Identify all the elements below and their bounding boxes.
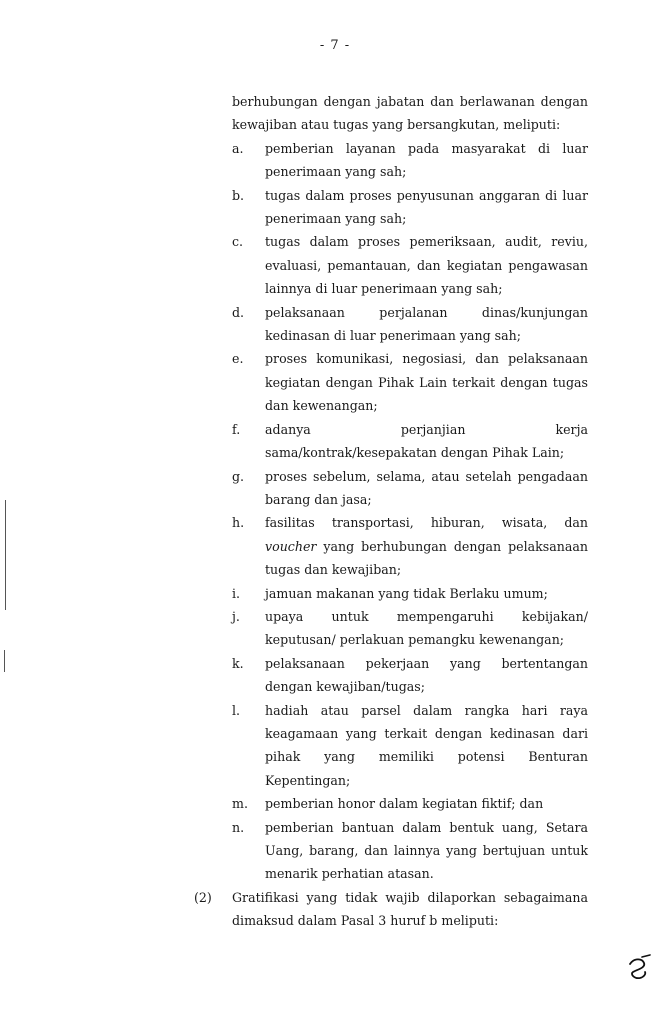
paraf-initial-signature xyxy=(624,954,654,986)
item-text-before: fasilitas transportasi, hiburan, wisata, dan xyxy=(265,515,588,531)
item-text: upaya untuk mempengaruhi kebijakan/ keputusan/ perlakuan pemangku kewenangan; xyxy=(265,608,588,648)
item-marker: b. xyxy=(232,187,245,203)
item-marker: l. xyxy=(232,702,241,718)
list-item xyxy=(232,137,588,184)
item-marker: e. xyxy=(232,351,244,367)
list-item xyxy=(232,652,588,699)
scan-edge-line xyxy=(5,500,6,610)
item-text-after: yang berhubungan dengan pelaksanaan tugas dan kewajiban; xyxy=(265,538,588,578)
item-text: pemberian layanan pada masyarakat di luar penerimaan yang sah; xyxy=(265,140,588,180)
item-marker: n. xyxy=(232,819,245,835)
item-text: hadiah atau parsel dalam rangka hari raya keagamaan yang terkait dengan kedinasan dari pihak yang memiliki potensi Benturan Kepentingan; xyxy=(265,702,588,788)
item-text: proses komunikasi, negosiasi, dan pelaksanaan kegiatan dengan Pihak Lain terkait dengan tugas dan kewenangan; xyxy=(265,351,588,414)
item-marker: j. xyxy=(232,608,240,624)
list-item xyxy=(232,347,588,417)
paragraph-2-text: Gratifikasi yang tidak wajib dilaporkan sebagaimana dimaksud dalam Pasal 3 huruf b meliputi: xyxy=(232,889,588,929)
item-text: pelaksanaan pekerjaan yang bertentangan dengan kewajiban/tugas; xyxy=(265,655,588,695)
item-marker: i. xyxy=(232,585,241,601)
item-text: pelaksanaan perjalanan dinas/kunjungan kedinasan di luar penerimaan yang sah; xyxy=(265,304,588,344)
item-marker: g. xyxy=(232,468,245,484)
list-item xyxy=(232,418,588,465)
paragraph-2-marker: (2) xyxy=(194,889,212,905)
item-text xyxy=(265,511,588,581)
list-item xyxy=(232,184,588,231)
item-list xyxy=(232,137,588,886)
item-marker: d. xyxy=(232,304,245,320)
item-marker: a. xyxy=(232,140,244,156)
item-text: jamuan makanan yang tidak Berlaku umum; xyxy=(265,585,548,601)
item-text-line-2: sama/kontrak/kesepakatan dengan Pihak Lain; xyxy=(265,445,565,461)
list-item xyxy=(232,582,588,605)
list-item xyxy=(232,301,588,348)
item-marker: m. xyxy=(232,796,248,812)
item-marker: c. xyxy=(232,234,244,250)
document-body xyxy=(194,90,588,933)
list-item xyxy=(232,605,588,652)
list-item xyxy=(232,816,588,886)
item-text: tugas dalam proses pemeriksaan, audit, reviu, evaluasi, pemantauan, dan kegiatan pengawasan lainnya di luar penerimaan yang sah; xyxy=(265,234,588,297)
list-item xyxy=(232,465,588,512)
item-text-line-1: adanya perjanjian kerja xyxy=(265,421,588,437)
item-text: proses sebelum, selama, atau setelah pengadaan barang dan jasa; xyxy=(265,468,588,507)
list-item xyxy=(232,699,588,793)
item-marker: k. xyxy=(232,655,244,671)
list-item xyxy=(232,230,588,300)
item-text: pemberian bantuan dalam bentuk uang, Setara Uang, barang, dan lainnya yang bertujuan untuk menarik perhatian atasan. xyxy=(265,819,588,882)
paragraph-2 xyxy=(194,886,588,933)
page-number: - 7 - xyxy=(319,38,351,53)
intro-paragraph: berhubungan dengan jabatan dan berlawanan dengan kewajiban atau tugas yang bersangkutan, meliputi: xyxy=(232,94,588,133)
scan-edge-line-lower xyxy=(4,650,5,672)
item-marker: h. xyxy=(232,515,245,531)
item-text: pemberian honor dalam kegiatan fiktif; dan xyxy=(265,796,544,812)
item-text: tugas dalam proses penyusunan anggaran di luar penerimaan yang sah; xyxy=(265,187,588,227)
item-text-italic: voucher xyxy=(265,538,317,554)
list-item xyxy=(232,511,588,581)
list-item xyxy=(232,792,588,815)
item-marker: f. xyxy=(232,421,241,437)
